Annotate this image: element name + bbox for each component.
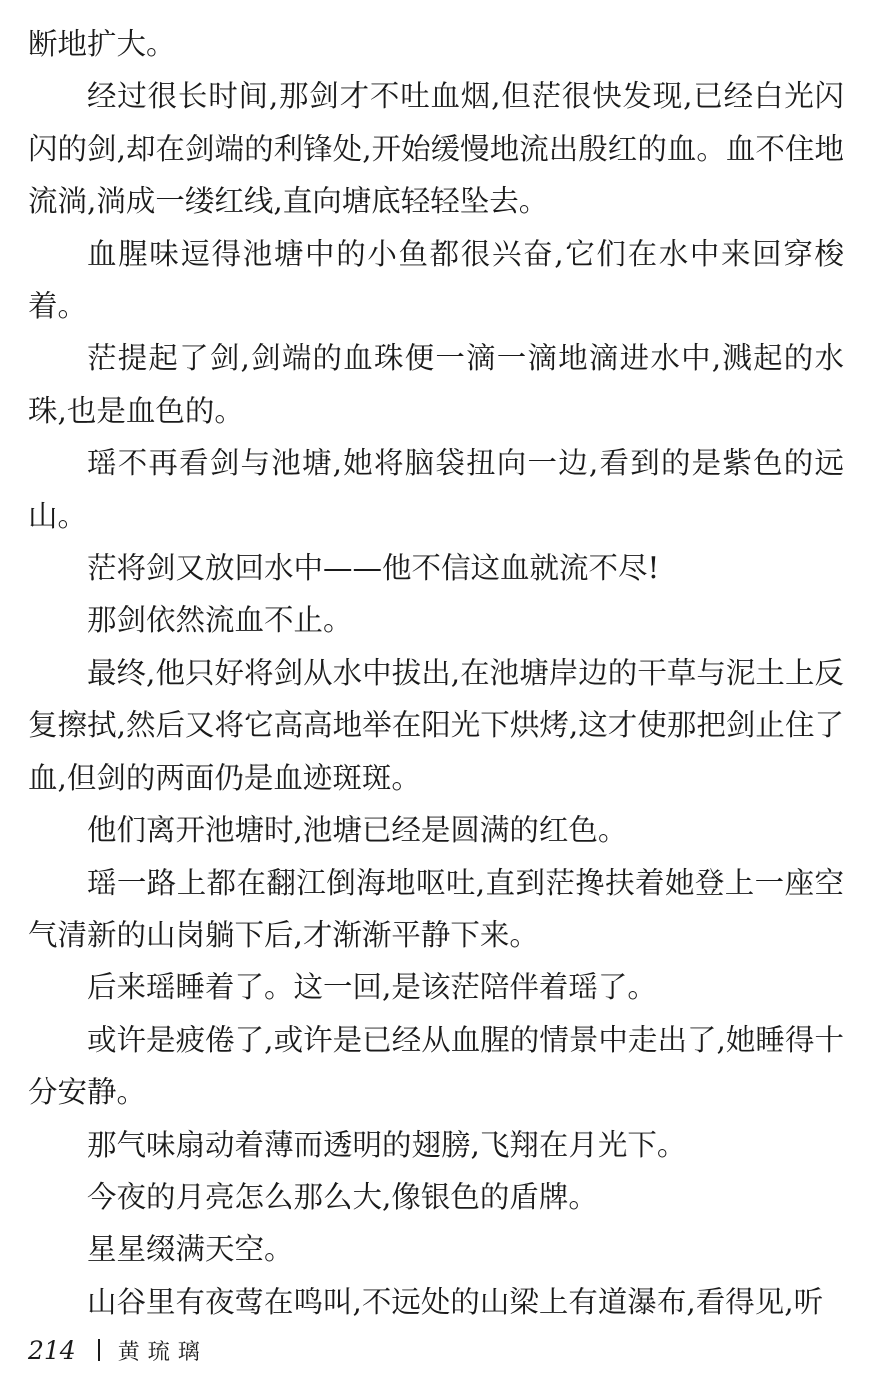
paragraph: 茫将剑又放回水中——他不信这血就流不尽! <box>87 551 660 586</box>
footer-divider <box>98 1339 100 1361</box>
paragraph: 星星缀满天空。 <box>87 1232 294 1267</box>
paragraph: 或许是疲倦了,或许是已经从血腥的情景中走出了,她睡得十分安静。 <box>28 1022 844 1110</box>
paragraph: 那剑依然流血不止。 <box>87 603 353 638</box>
paragraph: 山谷里有夜莺在鸣叫,不远处的山梁上有道瀑布,看得见,听 <box>87 1284 824 1319</box>
paragraph: 那气味扇动着薄而透明的翅膀,飞翔在月光下。 <box>87 1127 687 1162</box>
paragraph: 血腥味逗得池塘中的小鱼都很兴奋,它们在水中来回穿梭着。 <box>28 236 844 324</box>
paragraph: 后来瑶睡着了。这一回,是该茫陪伴着瑶了。 <box>87 970 657 1005</box>
paragraph: 茫提起了剑,剑端的血珠便一滴一滴地滴进水中,溅起的水珠,也是血色的。 <box>28 341 844 428</box>
page-body-text <box>28 18 844 1328</box>
book-title: 黄琉璃 <box>117 1339 208 1365</box>
paragraph: 经过很长时间,那剑才不吐血烟,但茫很快发现,已经白光闪闪的剑,却在剑端的利锋处,开始缓慢地流出殷红的血。血不住地流淌,淌成一缕红线,直向塘底轻轻坠去。 <box>28 79 844 219</box>
paragraph: 断地扩大。 <box>28 27 176 61</box>
paragraph: 瑶一路上都在翻江倒海地呕吐,直到茫搀扶着她登上一座空气清新的山岗躺下后,才渐渐平静下来。 <box>28 865 844 952</box>
page-number: 214 <box>28 1335 76 1365</box>
paragraph: 他们离开池塘时,池塘已经是圆满的红色。 <box>87 813 628 848</box>
paragraph: 瑶不再看剑与池塘,她将脑袋扭向一边,看到的是紫色的远山。 <box>28 446 844 533</box>
paragraph: 最终,他只好将剑从水中拔出,在池塘岸边的干草与泥土上反复擦拭,然后又将它高高地举在阳光下烘烤,这才使那把剑止住了血,但剑的两面仍是血迹斑斑。 <box>28 655 844 795</box>
paragraph: 今夜的月亮怎么那么大,像银色的盾牌。 <box>87 1179 598 1214</box>
page-footer <box>28 1330 208 1370</box>
